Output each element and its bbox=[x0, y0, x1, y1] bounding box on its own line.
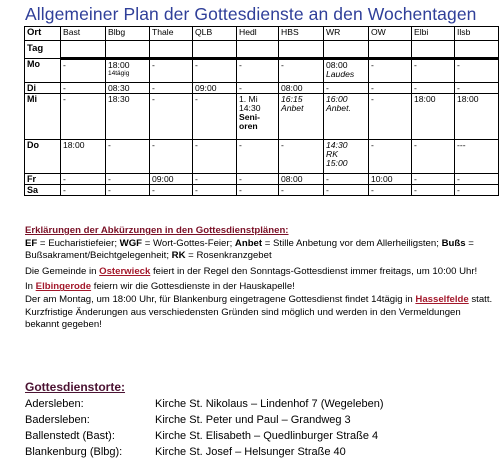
table-row bbox=[25, 83, 499, 94]
schedule-cell: - bbox=[412, 140, 455, 174]
header-place: OW bbox=[369, 27, 412, 41]
schedule-cell: 18:00 bbox=[455, 94, 499, 140]
schedule-cell: - bbox=[279, 59, 324, 83]
schedule-cell: 14:30 RK 15:00 bbox=[324, 140, 369, 174]
place-hasselfelde: Hasselfelde bbox=[415, 293, 469, 305]
note-text: Die Gemeinde in bbox=[25, 265, 100, 277]
schedule-cell: - bbox=[324, 174, 369, 185]
header-place: Blbg bbox=[106, 27, 150, 41]
orte-church: Kirche St. Elisabeth – Quedlinburger Straße 4 bbox=[155, 430, 379, 442]
schedule-cell: 18:00 bbox=[61, 140, 106, 174]
schedule-cell: - bbox=[237, 83, 279, 94]
list-item bbox=[25, 396, 384, 412]
schedule-cell: 08:00 bbox=[279, 83, 324, 94]
schedule-cell: - bbox=[324, 83, 369, 94]
place-elbingerode: Elbingerode bbox=[35, 281, 92, 293]
schedule-cell: - bbox=[279, 185, 324, 196]
table-row bbox=[25, 185, 499, 196]
header-place: Elbi bbox=[412, 27, 455, 41]
schedule-cell: 09:00 bbox=[150, 174, 193, 185]
schedule-cell: 08:30 bbox=[106, 83, 150, 94]
orte-heading: Gottesdienstorte: bbox=[25, 380, 126, 394]
schedule-cell: - bbox=[106, 185, 150, 196]
schedule-cell: - bbox=[106, 140, 150, 174]
schedule-cell: - bbox=[369, 59, 412, 83]
header-place: QLB bbox=[193, 27, 237, 41]
abbr-ef: EF bbox=[25, 237, 38, 249]
day-label: Do bbox=[25, 140, 61, 174]
schedule-cell: - bbox=[369, 83, 412, 94]
explanations-heading: Erklärungen der Abkürzungen in den Gottesdienstplänen: bbox=[25, 225, 289, 236]
schedule-cell: - bbox=[61, 83, 106, 94]
schedule-cell: - bbox=[455, 83, 499, 94]
orte-place: Ballenstedt (Bast): bbox=[25, 430, 115, 442]
schedule-cell: - bbox=[237, 140, 279, 174]
schedule-cell: - bbox=[279, 140, 324, 174]
header-tag: Tag bbox=[25, 41, 61, 59]
schedule-cell: - bbox=[61, 174, 106, 185]
schedule-cell: - bbox=[237, 185, 279, 196]
orte-place: Badersleben: bbox=[25, 414, 90, 426]
orte-church: Kirche St. Peter und Paul – Grandweg 3 bbox=[155, 414, 351, 426]
schedule-table bbox=[24, 26, 499, 196]
place-osterwieck: Osterwieck bbox=[99, 265, 151, 277]
day-label: Sa bbox=[25, 185, 61, 196]
list-item bbox=[25, 412, 384, 428]
table-row bbox=[25, 94, 499, 140]
orte-place: Blankenburg (Blbg): bbox=[25, 446, 123, 458]
schedule-cell: - bbox=[369, 140, 412, 174]
schedule-cell: - bbox=[237, 59, 279, 83]
schedule-cell: - bbox=[455, 185, 499, 196]
schedule-cell: - bbox=[412, 174, 455, 185]
schedule-body bbox=[25, 59, 499, 196]
schedule-cell: 18:30 bbox=[106, 94, 150, 140]
header-place: Bast bbox=[61, 27, 106, 41]
schedule-cell: 10:00 bbox=[369, 174, 412, 185]
schedule-cell: - bbox=[193, 185, 237, 196]
orte-list bbox=[25, 396, 384, 460]
note-text: statt. bbox=[468, 293, 493, 305]
day-label: Mo bbox=[25, 59, 61, 83]
header-place: Ilsb bbox=[455, 27, 499, 41]
note-text: feiern wir die Gottesdienste in der Hauskapelle! bbox=[91, 281, 295, 293]
abbr-anbet: Anbet bbox=[234, 237, 263, 249]
schedule-cell: - bbox=[412, 59, 455, 83]
schedule-cell: - bbox=[150, 59, 193, 83]
table-row bbox=[25, 140, 499, 174]
schedule-cell: - bbox=[237, 174, 279, 185]
table-row bbox=[25, 174, 499, 185]
schedule-cell: - bbox=[61, 185, 106, 196]
note-text: Kurzfristige Änderungen aus verschiedensten Gründen sind möglich und werden in den Vermeldungen bekannt gegeben! bbox=[25, 306, 461, 331]
schedule-cell: - bbox=[324, 185, 369, 196]
schedule-cell: 08:00 Laudes bbox=[324, 59, 369, 83]
schedule-cell: - bbox=[412, 185, 455, 196]
schedule-cell: - bbox=[455, 59, 499, 83]
abbr-buss: Bußs bbox=[441, 237, 466, 249]
schedule-cell: - bbox=[193, 140, 237, 174]
abbr-rk: RK bbox=[171, 250, 186, 262]
schedule-cell: 18:00 14tägig bbox=[106, 59, 150, 83]
header-place: Hedl bbox=[237, 27, 279, 41]
schedule-cell: 16:00 Anbet. bbox=[324, 94, 369, 140]
schedule-cell: 18:00 bbox=[412, 94, 455, 140]
schedule-cell: - bbox=[369, 94, 412, 140]
abbr-text: = Eucharistiefeier; bbox=[37, 237, 120, 249]
schedule-cell: - bbox=[61, 59, 106, 83]
abbr-text: = Rosenkranzgebet bbox=[185, 250, 272, 262]
note-text: Der am Montag, um 18:00 Uhr, für Blankenburg eingetragene Gottesdienst findet 14tägig in bbox=[25, 293, 416, 305]
schedule-cell: 16:15 Anbet bbox=[279, 94, 324, 140]
schedule-cell: - bbox=[369, 185, 412, 196]
note-text: In bbox=[25, 281, 36, 293]
list-item bbox=[25, 428, 384, 444]
orte-church: Kirche St. Josef – Helsunger Straße 40 bbox=[155, 446, 346, 458]
schedule-cell: 1. Mi 14:30 Seni- oren bbox=[237, 94, 279, 140]
orte-place: Adersleben: bbox=[25, 398, 84, 410]
schedule-cell: - bbox=[455, 174, 499, 185]
day-label: Di bbox=[25, 83, 61, 94]
header-ort: Ort bbox=[25, 27, 61, 41]
schedule-cell: - bbox=[193, 94, 237, 140]
page-title: Allgemeiner Plan der Gottesdienste an den Wochentagen bbox=[25, 4, 477, 24]
schedule-cell: 08:00 bbox=[279, 174, 324, 185]
header-place: HBS bbox=[279, 27, 324, 41]
header-place: WR bbox=[324, 27, 369, 41]
list-item bbox=[25, 444, 384, 460]
abbr-text: = Stille Anbetung vor dem Allerheiligsten; bbox=[262, 237, 442, 249]
day-label: Mi bbox=[25, 94, 61, 140]
schedule-cell: - bbox=[412, 83, 455, 94]
schedule-cell: - bbox=[106, 174, 150, 185]
header-place: Thale bbox=[150, 27, 193, 41]
schedule-cell: - bbox=[61, 94, 106, 140]
table-row bbox=[25, 59, 499, 83]
schedule-cell: 09:00 bbox=[193, 83, 237, 94]
note-text: feiert in der Regel den Sonntags-Gottesdienst immer freitags, um 10:00 Uhr! bbox=[150, 265, 478, 277]
schedule-cell: - bbox=[150, 185, 193, 196]
abbr-wgf: WGF bbox=[119, 237, 143, 249]
orte-church: Kirche St. Nikolaus – Lindenhof 7 (Wegeleben) bbox=[155, 398, 384, 410]
schedule-cell: - bbox=[150, 83, 193, 94]
schedule-cell: --- bbox=[455, 140, 499, 174]
abbr-text: = Wort-Gottes-Feier; bbox=[142, 237, 235, 249]
explanations bbox=[25, 225, 495, 332]
abbr-text: = Bußsakrament/Beichtgelegenheit; bbox=[25, 237, 474, 262]
schedule-cell: - bbox=[193, 174, 237, 185]
schedule-cell: - bbox=[150, 140, 193, 174]
schedule-cell: - bbox=[150, 94, 193, 140]
day-label: Fr bbox=[25, 174, 61, 185]
schedule-cell: - bbox=[193, 59, 237, 83]
